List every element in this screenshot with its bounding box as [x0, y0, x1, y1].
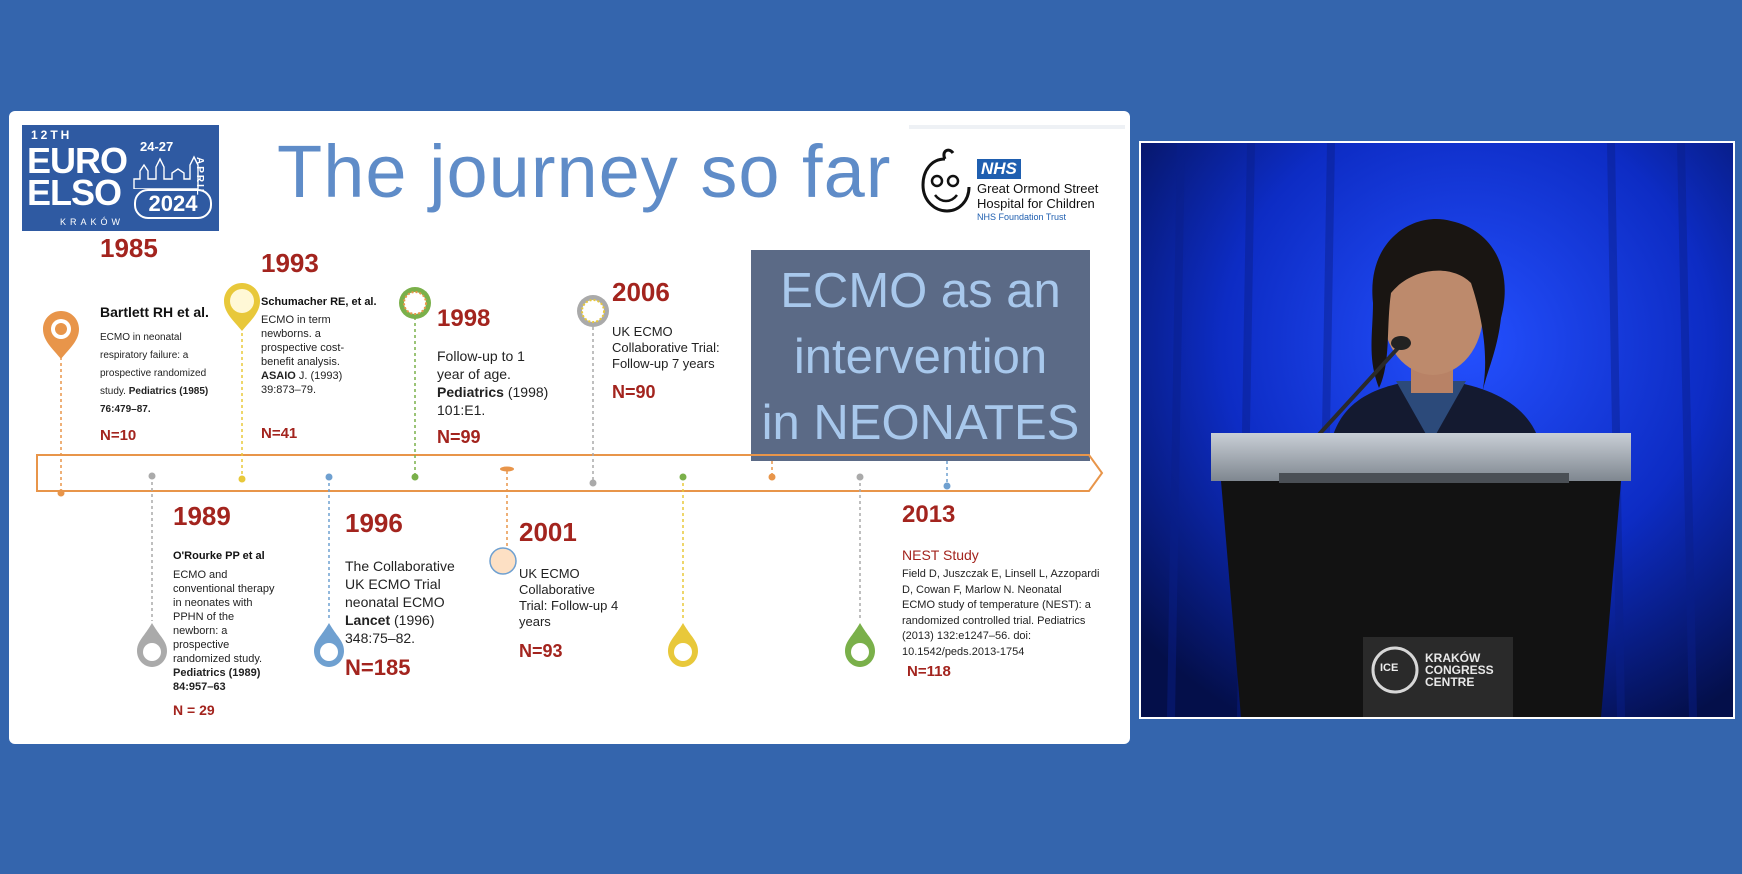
- venue-name: [1425, 652, 1494, 688]
- year-2001: 2001: [519, 517, 577, 547]
- body-2001-line: Trial: Follow-up 4: [519, 598, 619, 613]
- body-1989-line: randomized study.: [173, 653, 263, 665]
- citation-1989: 84:957–63: [173, 681, 226, 693]
- author-1985: Bartlett RH et al.: [100, 304, 209, 320]
- body-1985-line: study.: [100, 386, 126, 397]
- callout-line3: in NEONATES: [761, 396, 1080, 450]
- body-2013: [902, 567, 1117, 660]
- callout-line2: intervention: [793, 330, 1048, 384]
- journal-1996: Lancet: [345, 612, 391, 628]
- logo-year: 2024: [134, 189, 212, 219]
- logo-elso: ELSO: [27, 172, 122, 213]
- year-1996: 1996: [345, 508, 403, 538]
- body-1989-line: conventional therapy: [173, 583, 275, 595]
- citation-rest-1996: (1996): [394, 612, 435, 628]
- body-1985-line: ECMO in neonatal: [100, 332, 182, 343]
- body-1996-line: neonatal ECMO: [345, 594, 445, 610]
- presentation-slide: [9, 111, 1130, 744]
- podium: [1211, 433, 1631, 717]
- body-2013-line: (2013) 132:e1247–56. doi:: [902, 630, 1032, 642]
- body-2001-line: Collaborative: [519, 582, 595, 597]
- year-1993: 1993: [261, 248, 319, 278]
- drop-pin-icon-1989: [137, 623, 167, 667]
- body-2013-line: 10.1542/peds.2013-1754: [902, 645, 1025, 658]
- callout-line1: ECMO as an: [780, 264, 1061, 318]
- n-2001: N=93: [519, 641, 563, 661]
- n-2013: N=118: [907, 663, 951, 680]
- body-2006-line: UK ECMO: [612, 324, 673, 339]
- n-2006: N=90: [612, 382, 656, 402]
- logo-euro: EURO: [27, 140, 128, 181]
- body-2006: [612, 324, 742, 372]
- logo-city: KRAKÓW: [60, 217, 125, 227]
- author-1989: O'Rourke PP et al: [173, 550, 265, 562]
- year-2006: 2006: [612, 277, 670, 307]
- body-1993-line: ECMO in term: [261, 314, 331, 326]
- venue-line2: CONGRESS: [1425, 663, 1494, 677]
- body-1996: [345, 557, 485, 647]
- body-2013-line: Field D, Juszczak E, Linsell L, Azzopardi: [902, 568, 1100, 580]
- badge-icon-1998: [399, 287, 431, 319]
- speaker-scene: [1141, 143, 1733, 717]
- speaker-video-feed: [1139, 141, 1735, 719]
- body-2013-line: D, Cowan F, Marlow N. Neonatal: [902, 583, 1062, 596]
- map-pin-icon-1985: [43, 311, 79, 359]
- citation-1996: 348:75–82.: [345, 630, 416, 646]
- drop-pin-icon-yellow: [668, 623, 698, 667]
- year-1998: 1998: [437, 305, 491, 332]
- badge-icon-2006: [577, 295, 609, 327]
- body-1998-line: Follow-up to 1: [437, 348, 525, 364]
- author-1993: Schumacher RE, et al.: [261, 296, 377, 308]
- study-2013: NEST Study: [902, 547, 979, 563]
- body-1998: [437, 347, 567, 419]
- body-1985-line: prospective randomized: [100, 368, 207, 379]
- body-1996-line: UK ECMO Trial: [345, 576, 441, 592]
- body-1989-line: ECMO and: [173, 569, 228, 581]
- n-1998: N=99: [437, 427, 481, 447]
- body-1989-line: prospective: [173, 639, 230, 651]
- journal-1989: Pediatrics (1989): [173, 667, 261, 679]
- body-2013-line: randomized controlled trial. Pediatrics: [902, 614, 1086, 627]
- map-pin-icon-1993: [224, 283, 260, 331]
- body-1996-line: The Collaborative: [345, 558, 455, 574]
- year-2013: 2013: [902, 501, 956, 528]
- body-2006-line: Collaborative Trial:: [612, 340, 720, 355]
- body-1989-line: in neonates with: [173, 597, 253, 609]
- year-1989: 1989: [173, 501, 231, 531]
- n-1996: N=185: [345, 655, 411, 680]
- timeline-arrow: [37, 455, 1102, 491]
- body-1993-line: benefit analysis.: [261, 356, 340, 368]
- body-2001-line: years: [519, 614, 551, 629]
- body-1993-line: prospective cost-: [261, 342, 345, 354]
- venue-logo-text: ICE: [1380, 662, 1399, 674]
- body-1993-line: newborns. a: [261, 328, 321, 340]
- body-2001: [519, 566, 649, 630]
- n-1993: N=41: [261, 425, 298, 442]
- body-2006-line: Follow-up 7 years: [612, 356, 715, 371]
- drop-pin-icon-1996: [314, 623, 344, 667]
- citation-rest-1998: (1998): [507, 384, 549, 400]
- logo-dates: 24-27: [140, 139, 174, 154]
- journal-1998: Pediatrics: [437, 384, 504, 400]
- drop-pin-icon-green: [845, 623, 875, 667]
- venue-line1: KRAKÓW: [1425, 651, 1481, 665]
- n-1989: N = 29: [173, 702, 215, 718]
- citation-rest-1993: J. (1993): [298, 370, 343, 382]
- bubble-icon-2001: [490, 548, 516, 574]
- journal-1985: Pediatrics (1985): [128, 386, 209, 397]
- citation-1985: 76:479–87.: [100, 404, 151, 415]
- venue-line3: CENTRE: [1425, 675, 1475, 689]
- body-1989-line: newborn: a: [173, 625, 228, 637]
- body-1985: [100, 329, 230, 419]
- body-1993: [261, 313, 381, 397]
- hospital-trust: NHS Foundation Trust: [977, 212, 1067, 222]
- body-1989-line: PPHN of the: [173, 611, 235, 623]
- body-1985-line: respiratory failure: a: [100, 350, 189, 361]
- body-2001-line: UK ECMO: [519, 566, 580, 581]
- hospital-name-line2: Hospital for Children: [977, 196, 1095, 211]
- nhs-badge: NHS: [977, 159, 1021, 179]
- body-1989: [173, 568, 303, 694]
- year-1985: 1985: [100, 233, 158, 263]
- slide-title: The journey so far: [277, 130, 892, 213]
- hospital-name-line1: Great Ormond Street: [977, 181, 1099, 196]
- citation-1993: 39:873–79.: [261, 384, 317, 396]
- body-1998-line: year of age.: [437, 366, 511, 382]
- citation-1998: 101:E1.: [437, 402, 486, 418]
- n-1985: N=10: [100, 427, 137, 444]
- logo-month: APRIL: [194, 157, 205, 197]
- body-2013-line: ECMO study of temperature (NEST): a: [902, 599, 1091, 611]
- logo-edition: 12TH: [31, 128, 73, 142]
- journal-1993: ASAIO: [261, 370, 296, 382]
